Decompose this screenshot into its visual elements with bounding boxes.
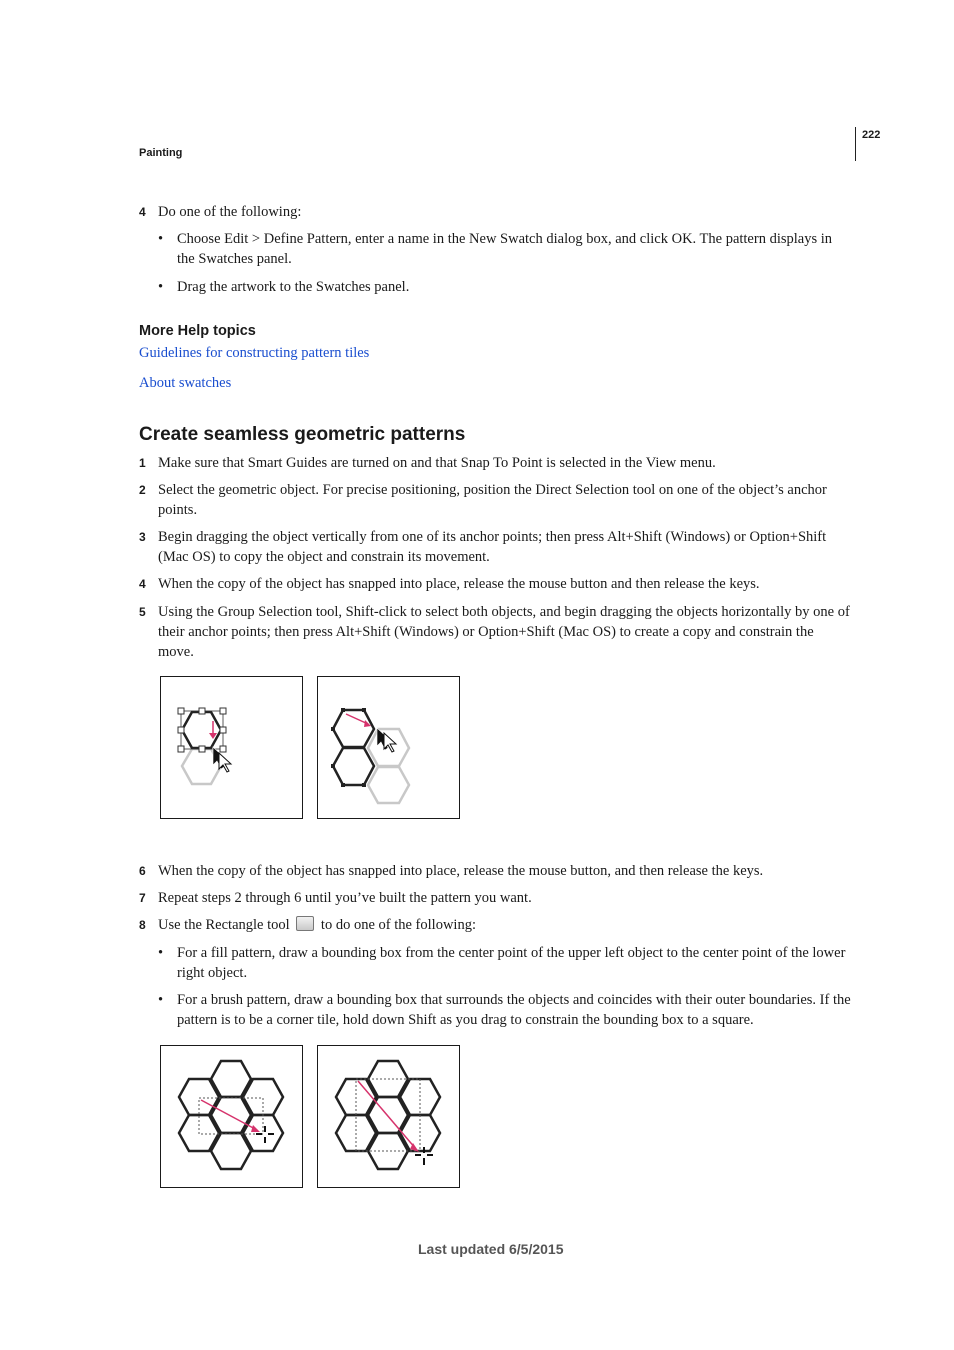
page-number: 222 xyxy=(862,129,881,141)
intro-step xyxy=(139,202,851,222)
step-text: Make sure that Smart Guides are turned on and that Snap To Point is selected in the View menu. xyxy=(158,455,716,471)
step-3 xyxy=(139,527,851,567)
step-text: Do one of the following: xyxy=(158,204,302,220)
hexagon-original xyxy=(333,710,374,747)
bullet-dot: • xyxy=(158,992,164,1008)
figure-drag-vertical xyxy=(160,676,303,819)
hexagon-copy xyxy=(368,729,409,766)
step-6 xyxy=(139,861,851,881)
hexagon-original xyxy=(182,712,221,748)
bullet-dot: • xyxy=(158,231,164,247)
crosshair-cursor-icon xyxy=(256,1126,274,1143)
step-number: 8 xyxy=(139,918,146,932)
step-number: 4 xyxy=(139,577,146,591)
link-guidelines-pattern-tiles[interactable]: Guidelines for constructing pattern tiles xyxy=(139,345,370,361)
step-number: 1 xyxy=(139,456,146,470)
section-label: Painting xyxy=(139,147,183,159)
step-text: Select the geometric object. For precise positioning, position the Direct Selection tool on one of the object’s anchor points. xyxy=(158,482,827,518)
step-text-before: Use the Rectangle tool xyxy=(158,917,290,933)
bullet-text: For a brush pattern, draw a bounding box that surrounds the objects and coincides with their outer boundaries. If the pattern is to be a corner tile, hold down Shift as you drag to constrain the bounding box to a square. xyxy=(177,992,851,1028)
step-number: 3 xyxy=(139,530,146,544)
step-8 xyxy=(139,915,851,935)
step-5 xyxy=(139,602,851,662)
bullet-text: Choose Edit > Define Pattern, enter a name in the New Swatch dialog box, and click OK. The pattern displays in the Swatches panel. xyxy=(177,231,833,267)
step-text: Begin dragging the object vertically from one of its anchor points; then press Alt+Shift (Windows) or Option+Shift (Mac OS) to copy the object and constrain its movement. xyxy=(158,529,827,565)
step-number: 7 xyxy=(139,891,146,905)
selection-handles xyxy=(178,708,226,752)
bullet-item xyxy=(158,277,851,297)
hexagon-copy xyxy=(368,767,409,803)
section-heading: Create seamless geometric patterns xyxy=(139,424,466,445)
bullet-text: For a fill pattern, draw a bounding box from the center point of the upper left object to the center point of the lower right object. xyxy=(177,945,846,981)
step-number: 4 xyxy=(139,205,146,219)
step-text xyxy=(158,915,851,935)
link-about-swatches[interactable]: About swatches xyxy=(139,375,232,391)
bullet-text: Drag the artwork to the Swatches panel. xyxy=(177,279,410,295)
step-number: 6 xyxy=(139,864,146,878)
bullet-item xyxy=(158,990,851,1030)
figure-fill-pattern xyxy=(160,1045,303,1188)
step-text-after: to do one of the following: xyxy=(320,917,476,933)
step-4 xyxy=(139,574,851,594)
step-text: Repeat steps 2 through 6 until you’ve built the pattern you want. xyxy=(158,890,532,906)
bullet-dot: • xyxy=(158,945,164,961)
step-text: When the copy of the object has snapped into place, release the mouse button, and then release the keys. xyxy=(158,863,764,879)
step-7 xyxy=(139,888,851,908)
bullet-item xyxy=(158,229,851,269)
bullet-dot: • xyxy=(158,279,164,295)
drag-arrow-head xyxy=(251,1125,260,1132)
step-text: Using the Group Selection tool, Shift-click to select both objects, and begin dragging the objects horizontally by one of their anchor points; then press Alt+Shift (Windows) or Option+Shift (Mac OS) to create a copy and constrain the move. xyxy=(158,604,850,660)
selection-box xyxy=(181,711,223,749)
figure-drag-horizontal xyxy=(317,676,460,819)
hexagon-original xyxy=(333,748,374,785)
step-number: 2 xyxy=(139,483,146,497)
hexagon-cluster xyxy=(179,1061,283,1169)
rectangle-tool-icon xyxy=(296,916,314,931)
last-updated: Last updated 6/5/2015 xyxy=(418,1241,564,1257)
more-help-title: More Help topics xyxy=(139,323,256,339)
step-number: 5 xyxy=(139,605,146,619)
header-divider xyxy=(855,127,856,161)
bullet-item xyxy=(158,943,851,983)
step-1 xyxy=(139,453,851,473)
step-2 xyxy=(139,480,851,520)
step-text: When the copy of the object has snapped into place, release the mouse button and then release the keys. xyxy=(158,576,760,592)
figure-brush-pattern xyxy=(317,1045,460,1188)
